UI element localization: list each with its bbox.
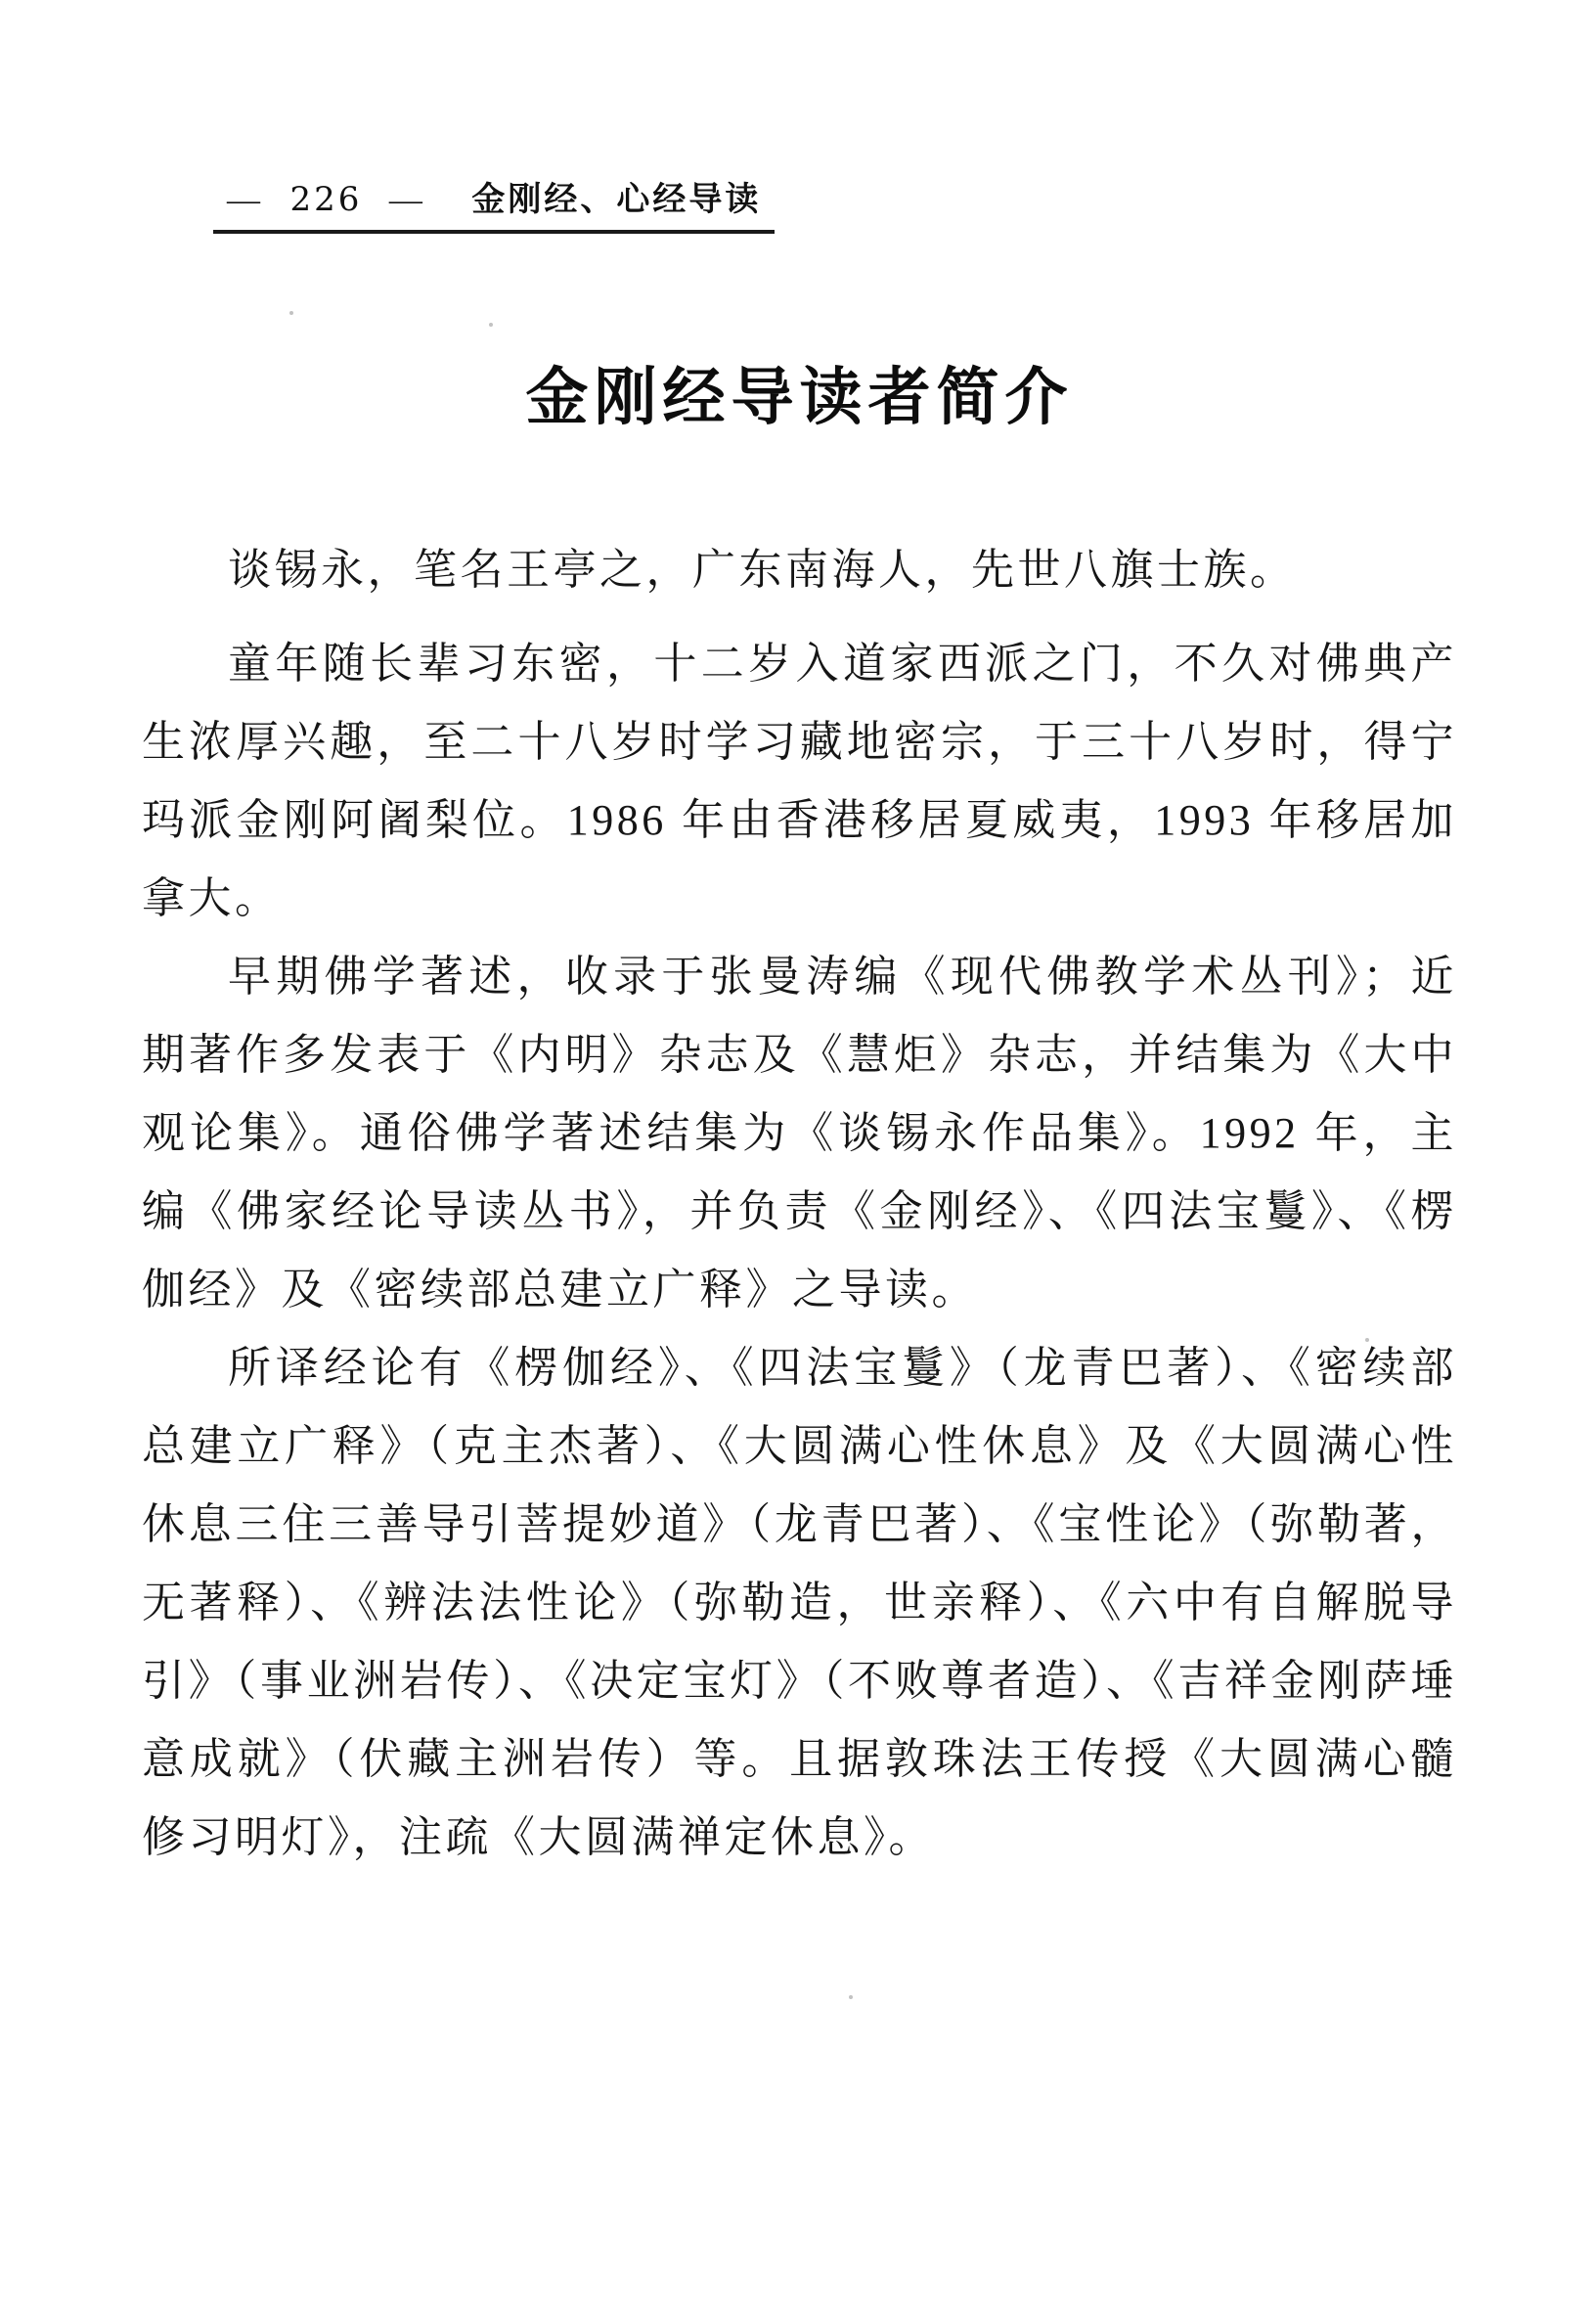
- scan-speck: [849, 1995, 853, 1999]
- body-text: [142, 531, 1457, 1877]
- paragraph: 童年随长辈习东密，十二岁入道家西派之门，不久对佛典产生浓厚兴趣，至二十八岁时学习藏地密宗，于三十八岁时，得宁玛派金刚阿阇梨位。1986 年由香港移居夏威夷，1993 年移居加拿大。: [142, 640, 1457, 922]
- scan-speck: [1365, 1338, 1369, 1342]
- header-book-title: 金刚经、心经导读: [471, 182, 762, 218]
- paragraph: 谈锡永，笔名王亭之，广东南海人，先世八旗士族。: [228, 546, 1297, 594]
- running-header: [213, 172, 775, 234]
- scan-speck: [489, 323, 493, 327]
- paragraph: 所译经论有《楞伽经》、《四法宝鬘》（龙青巴著）、《密续部总建立广释》（克主杰著）、《大圆满心性休息》及《大圆满心性休息三住三善导引菩提妙道》（龙青巴著）、《宝性论》（弥勒著，无著释）、《辨法法性论》（弥勒造，世亲释）、《六中有自解脱导引》（事业洲岩传）、《决定宝灯》（不败尊者造）、《吉祥金刚萨埵意成就》（伏藏主洲岩传）等。且据敦珠法王传授《大圆满心髓修习明灯》，注疏《大圆满禅定休息》。: [142, 1344, 1457, 1861]
- page-title: 金刚经导读者简介: [525, 362, 1074, 432]
- page-number: 226: [289, 180, 363, 219]
- paragraph: 早期佛学著述，收录于张曼涛编《现代佛教学术丛刊》；近期著作多发表于《内明》杂志及《慧炬》杂志，并结集为《大中观论集》。通俗佛学著述结集为《谈锡永作品集》。1992 年，主编《佛家经论导读丛书》，并负责《金刚经》、《四法宝鬘》、《楞伽经》及《密续部总建立广释》之导读。: [142, 953, 1457, 1314]
- scan-speck: [289, 311, 293, 315]
- header-dash-right: —: [388, 182, 425, 218]
- header-dash-left: —: [227, 182, 263, 218]
